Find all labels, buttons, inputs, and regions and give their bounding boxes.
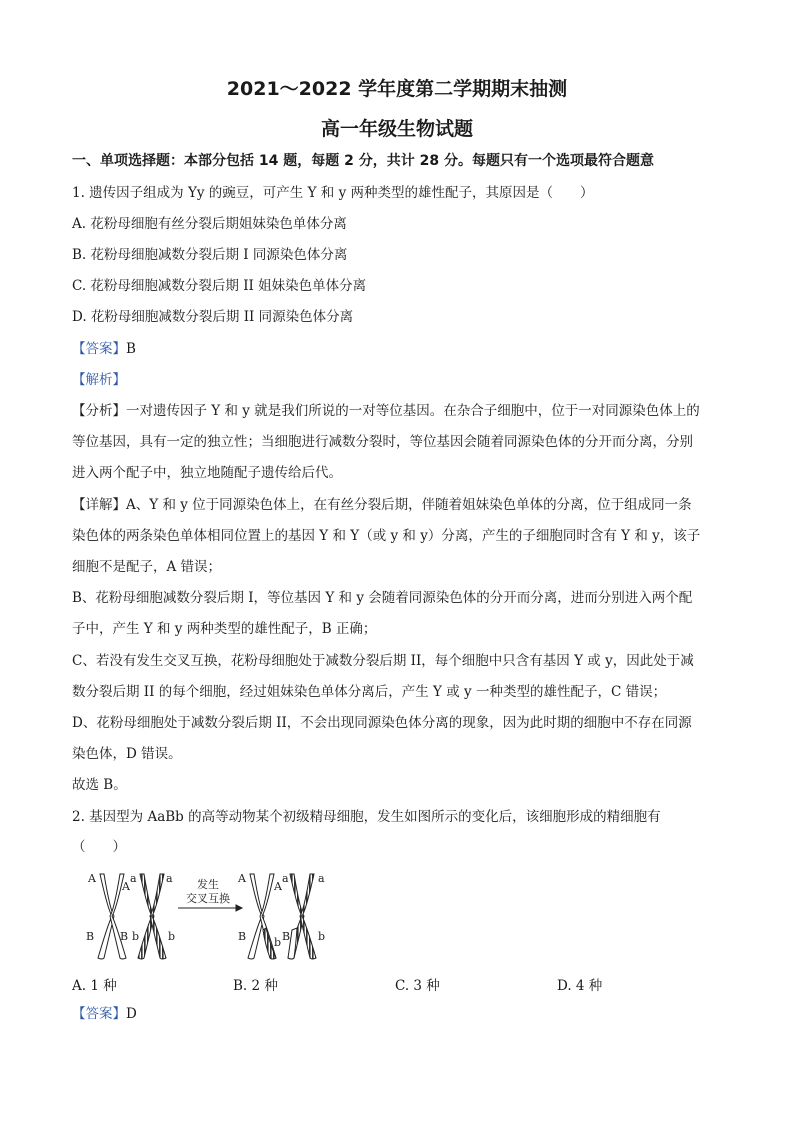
gene-label-B: B: [120, 930, 129, 943]
answer-value: D: [126, 1006, 137, 1022]
q1-xiangjie-8: D、花粉母细胞处于减数分裂后期 II，不会出现同源染色体分离的现象，因为此时期的细胞中不存在同源: [72, 715, 692, 731]
gene-label-A: A: [88, 872, 96, 885]
q1-analysis-tag: 【解析】: [72, 372, 126, 388]
q1-stem: 1. 遗传因子组成为 Yy 的豌豆，可产生 Y 和 y 两种类型的雄性配子，其原因是（ ）: [72, 185, 594, 201]
q1-xiangjie-3: 细胞不是配子，A 错误；: [72, 559, 222, 575]
chromosome-white-2: [248, 874, 276, 959]
gene-label-A: A: [238, 872, 246, 885]
q2-stem-line2: （ ）: [72, 839, 126, 855]
q2-option-d: D. 4 种: [557, 978, 603, 994]
gene-label-a: a: [130, 872, 137, 885]
gene-label-B: B: [282, 930, 291, 943]
q2-option-a: A. 1 种: [72, 978, 117, 994]
q1-xiangjie-1: 【详解】A、Y 和 y 位于同源染色体上，在有丝分裂后期，伴随着姐妹染色单体的分离，位于组成同一条: [72, 497, 692, 513]
q1-fenxi-3: 进入两个配子中，独立地随配子遗传给后代。: [72, 465, 342, 481]
chromosome-hatched-1: [138, 874, 166, 959]
gene-label-B: B: [238, 930, 247, 943]
answer-tag: 【答案】: [72, 341, 126, 357]
q1-option-a: A. 花粉母细胞有丝分裂后期姐妹染色单体分离: [72, 216, 347, 232]
q2-option-b: B. 2 种: [233, 978, 278, 994]
fenxi-tag: 【分析】: [72, 403, 126, 419]
q1-answer: [72, 340, 136, 358]
q1-xiangjie-5: 子中，产生 Y 和 y 两种类型的雄性配子，B 正确；: [72, 621, 377, 637]
xiangjie-tag: 【详解】: [72, 497, 126, 513]
q2-answer: [72, 1005, 137, 1023]
gene-label-a: a: [282, 872, 289, 885]
gene-label-A: A: [274, 880, 282, 893]
answer-value: B: [126, 341, 136, 357]
chromosome-hatched-2: [288, 874, 316, 959]
q1-fenxi-2: 等位基因，具有一定的独立性；当细胞进行减数分裂时，等位基因会随着同源染色体的分开而分离，分别: [72, 434, 693, 450]
document-title: 2021～2022 学年度第二学期期末抽测: [226, 78, 568, 100]
arrow-label-bottom: 交叉互换: [186, 892, 230, 905]
q1-xiangjie-6: C、若没有发生交叉互换，花粉母细胞处于减数分裂后期 II，每个细胞中只含有基因 Y 或 y，因此处于减: [72, 653, 694, 669]
section-heading: 一、单项选择题：本部分包括 14 题，每题 2 分，共计 28 分。每题只有一个选项最符合题意: [72, 153, 654, 169]
q1-xiangjie-4: B、花粉母细胞减数分裂后期 I，等位基因 Y 和 y 会随着同源染色体的分开而分离，进而分别进入两个配: [72, 590, 693, 606]
q1-xiangjie-2: 染色体的两条染色单体相同位置上的基因 Y 和 Y（或 y 和 y）分离，产生的子细胞同时含有 Y 和 y，该子: [72, 528, 701, 544]
gene-label-a: a: [318, 872, 325, 885]
gene-label-a: a: [166, 872, 173, 885]
gene-label-B: B: [86, 930, 95, 943]
q2-option-c: C. 3 种: [395, 978, 440, 994]
arrow-label-top: 发生: [197, 878, 219, 891]
gene-label-b: b: [168, 930, 176, 943]
gene-label-A: A: [122, 880, 130, 893]
q2-stem-line1: 2. 基因型为 AaBb 的高等动物某个初级精母细胞，发生如图所示的变化后，该细胞形成的精细胞有: [72, 809, 661, 825]
q1-xiangjie-9: 染色体，D 错误。: [72, 746, 182, 762]
document-subtitle: 高一年级生物试题: [320, 118, 473, 140]
q1-option-b: B. 花粉母细胞减数分裂后期 I 同源染色体分离: [72, 247, 348, 263]
gene-label-b: b: [274, 936, 282, 949]
q1-option-d: D. 花粉母细胞减数分裂后期 II 同源染色体分离: [72, 309, 354, 325]
q1-fenxi-1: 【分析】一对遗传因子 Y 和 y 就是我们所说的一对等位基因。在杂合子细胞中，位于一对同源染色体上的: [72, 403, 700, 419]
q1-conclusion: 故选 B。: [72, 777, 127, 793]
answer-tag: 【答案】: [72, 1006, 126, 1022]
crossover-figure: [78, 866, 348, 968]
q1-xiangjie-7: 数分裂后期 II 的每个细胞，经过姐妹染色单体分离后，产生 Y 或 y 一种类型的雄性配子，C 错误；: [72, 684, 667, 700]
gene-label-b: b: [318, 930, 326, 943]
gene-label-b: b: [132, 930, 140, 943]
q1-option-c: C. 花粉母细胞减数分裂后期 II 姐妹染色单体分离: [72, 278, 367, 294]
